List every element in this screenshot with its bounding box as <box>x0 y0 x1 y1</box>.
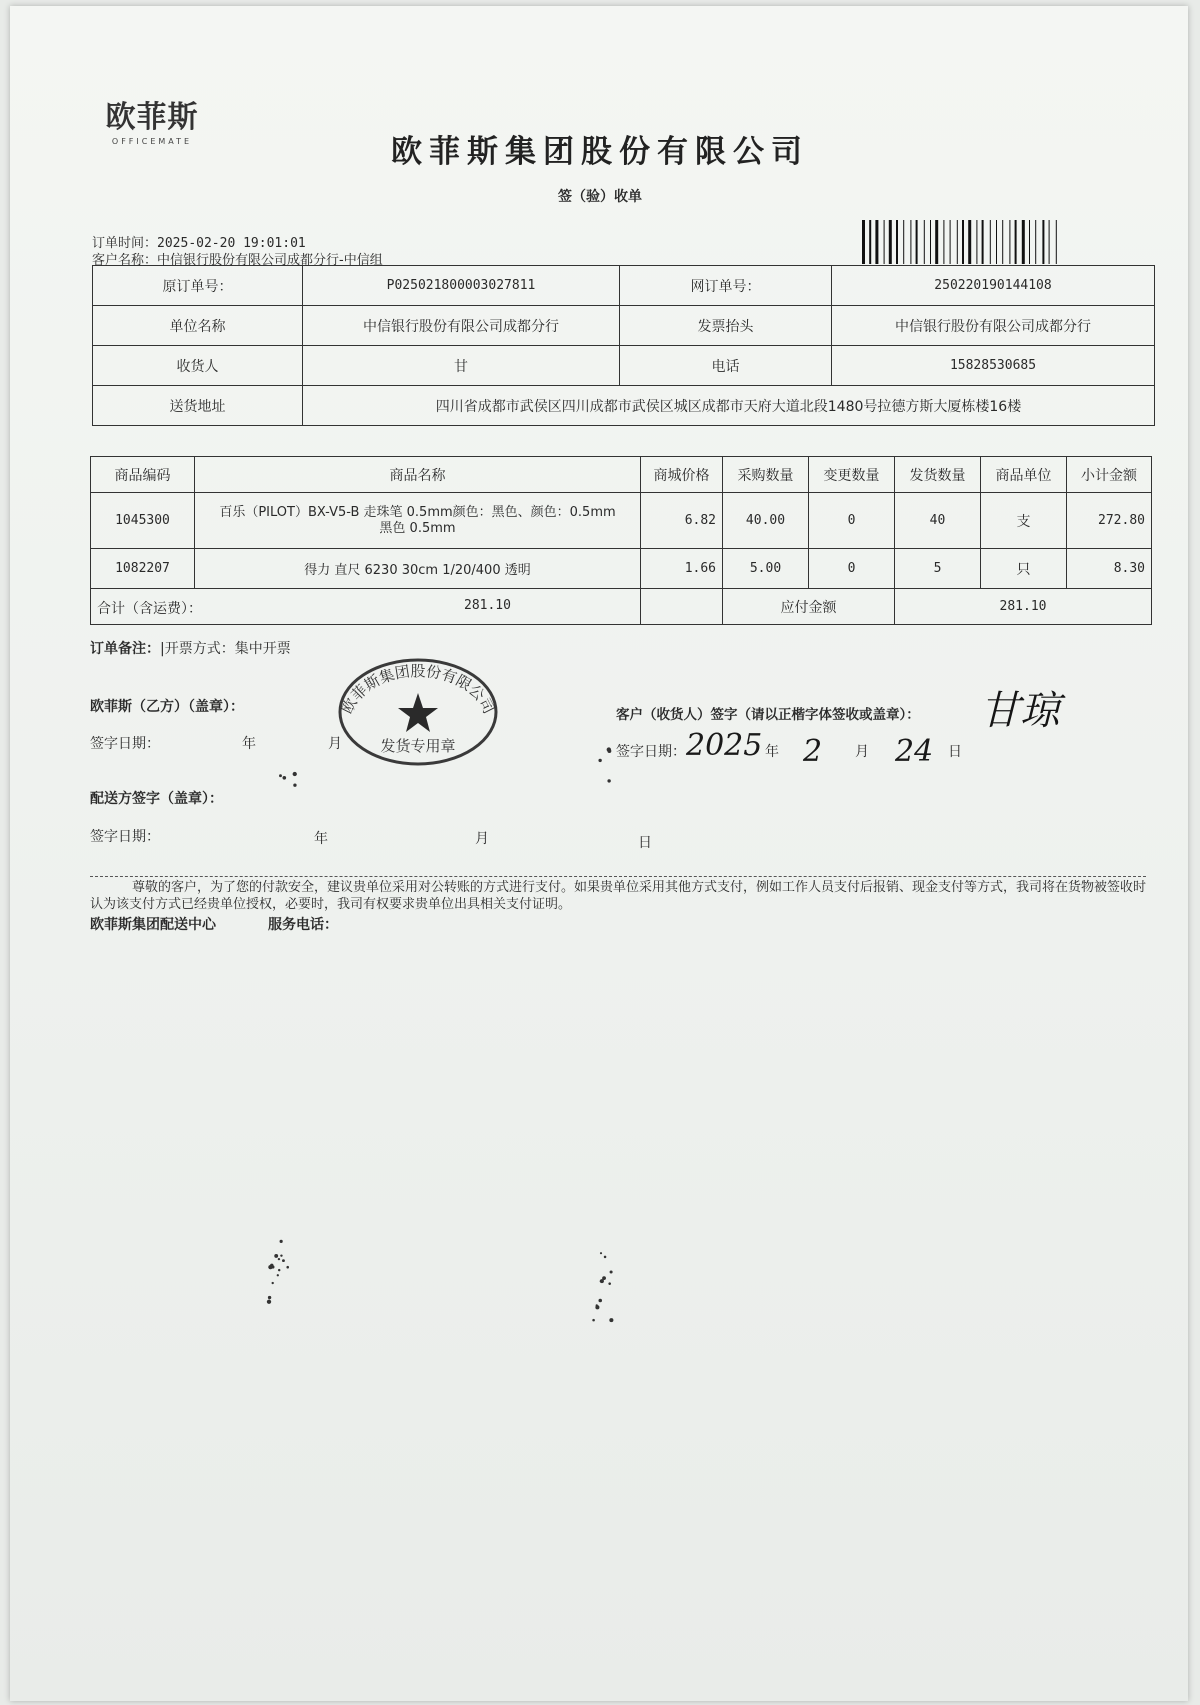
barcode-bar <box>884 220 885 264</box>
customer-signature <box>978 678 1070 740</box>
item-shipped: 5 <box>895 549 981 589</box>
items-table <box>90 456 1152 625</box>
item-change: 0 <box>809 493 895 549</box>
barcode-bar <box>976 220 977 264</box>
scan-speck <box>607 747 611 751</box>
web-order-value: 250220190144108 <box>832 266 1155 306</box>
sign-date-2-month: 月 <box>855 744 869 760</box>
seal-star <box>398 693 438 732</box>
scan-speck <box>280 1254 282 1256</box>
customer-name-value: 中信银行股份有限公司成都分行-中信组 <box>157 253 383 268</box>
address-label: 送货地址 <box>93 386 303 426</box>
customer-sign-label: 客户（收货人）签字（请以正楷字体签收或盖章）： <box>616 707 920 723</box>
sign-date-1-year: 年 <box>242 736 256 752</box>
barcode-bar <box>1029 220 1030 264</box>
payable-value: 281.10 <box>895 589 1152 625</box>
scan-speck <box>607 749 611 753</box>
customer-name-label: 客户名称： <box>92 253 158 268</box>
sign-date-2-day-value: 24 <box>895 734 934 769</box>
scan-speck <box>274 1254 278 1258</box>
scan-speck <box>595 1305 599 1309</box>
total-spacer <box>641 589 723 625</box>
order-time-value: 2025-02-20 19:01:01 <box>157 236 306 251</box>
scan-speck <box>600 1280 603 1283</box>
item-unit: 支 <box>981 493 1067 549</box>
col-header-subtotal: 小计金额 <box>1067 457 1152 493</box>
receiver-value: 甘 <box>303 346 620 386</box>
logo-english: OFFICEMATE <box>111 137 193 146</box>
orig-order-label: 原订单号： <box>93 266 303 306</box>
scan-speck <box>598 1299 602 1303</box>
barcode-bar <box>896 220 898 264</box>
sign-date-3-year: 年 <box>314 831 328 847</box>
item-name <box>195 549 641 589</box>
barcode-bar <box>1002 220 1003 264</box>
scan-speck <box>609 1318 613 1322</box>
phone-label: 电话 <box>620 346 832 386</box>
barcode-bar <box>1035 220 1036 264</box>
barcode-bar <box>862 220 865 264</box>
scan-speck <box>280 1240 283 1243</box>
item-name-line2: 黑色 0.5mm <box>379 520 456 536</box>
barcode-bar <box>1049 220 1050 264</box>
scan-speck <box>279 774 282 777</box>
col-header-price: 商城价格 <box>641 457 723 493</box>
item-subtotal: 8.30 <box>1067 549 1152 589</box>
items-header-row <box>91 457 1152 493</box>
sign-date-2-month-value: 2 <box>803 734 823 769</box>
sign-date-3-month: 月 <box>475 831 489 847</box>
barcode-bar <box>962 220 964 264</box>
barcode-bar <box>924 220 925 264</box>
barcode-bar <box>943 220 944 264</box>
scan-speck <box>270 1264 273 1267</box>
company-seal <box>335 656 500 768</box>
invoice-label: 发票抬头 <box>620 306 832 346</box>
scan-speck <box>278 1258 280 1260</box>
remark-value: |开票方式：集中开票 <box>160 641 291 657</box>
order-time-label: 订单时间： <box>92 236 158 251</box>
barcode-bar <box>990 220 991 264</box>
invoice-value: 中信银行股份有限公司成都分行 <box>832 306 1155 346</box>
company-title: 欧菲斯集团股份有限公司 <box>391 134 809 170</box>
scan-speck <box>268 1265 272 1269</box>
sign-date-2-day: 日 <box>948 744 962 760</box>
document-subtitle: 签（验）收单 <box>558 189 642 205</box>
receiver-label: 收货人 <box>93 346 303 386</box>
seal-inner-text: 发货专用章 <box>380 737 456 755</box>
scan-speck <box>293 784 296 787</box>
scan-speck <box>286 1266 289 1269</box>
web-order-label: 网订单号： <box>620 266 832 306</box>
barcode-bar <box>889 220 892 264</box>
barcode-bar <box>1056 220 1057 264</box>
scan-speck <box>267 1300 271 1304</box>
total-label: 合计（含运费）： <box>97 601 202 617</box>
company-logo <box>97 92 207 146</box>
item-name <box>195 493 641 549</box>
barcode-bar <box>957 220 958 264</box>
sign-date-2-year-value: 2025 <box>686 728 763 763</box>
scan-speck <box>598 759 601 762</box>
scan-speck <box>277 1274 279 1276</box>
sign-date-3-day: 日 <box>638 835 652 851</box>
table-row <box>91 549 1152 589</box>
barcode-bar <box>950 220 951 264</box>
total-row <box>91 589 1152 625</box>
payment-notice: 尊敬的客户，为了您的付款安全，建议贵单位采用对公转账的方式进行支付。如果贵单位采用其他方式支付，例如工作人员支付后报销、现金支付等方式，我司将在货物被签收时认为该支付方式已经贵单位授权，必要时，我司有权要求贵单位出具相关支付证明。 <box>90 880 1147 912</box>
scan-speck <box>596 1304 598 1306</box>
seal-outer-textpath: 欧菲斯集团股份有限公司 <box>338 662 498 717</box>
total-value: 281.10 <box>464 598 511 613</box>
dashed-divider <box>90 876 1146 877</box>
barcode-bar <box>1022 220 1025 264</box>
col-header-shipped: 发货数量 <box>895 457 981 493</box>
scan-speck <box>607 779 610 782</box>
scan-speck <box>604 1256 607 1259</box>
orig-order-value: P025021800003027811 <box>303 266 620 306</box>
col-header-change: 变更数量 <box>809 457 895 493</box>
scan-speck <box>278 1269 280 1271</box>
barcode-bar <box>910 220 911 264</box>
logo-chinese: 欧菲斯 <box>105 100 199 135</box>
scan-speck <box>610 1270 613 1273</box>
signature-text: 甘琼 <box>980 688 1060 734</box>
sign-date-1-label: 签字日期： <box>90 736 160 752</box>
scan-speck <box>600 1252 602 1254</box>
address-value: 四川省成都市武侯区四川成都市武侯区城区成都市天府大道北段1480号拉德方斯大厦栋楼16楼 <box>303 386 1155 426</box>
scan-speck <box>271 1265 274 1268</box>
item-name-line1: 百乐（PILOT）BX-V5-B 走珠笔 0.5mm颜色：黑色、颜色：0.5mm <box>219 504 616 520</box>
sign-date-2-year: 年 <box>765 744 779 760</box>
order-info-table <box>92 265 1155 426</box>
item-qty: 40.00 <box>723 493 809 549</box>
delivery-sign-label: 配送方签字（盖章）： <box>90 791 223 807</box>
item-change: 0 <box>809 549 895 589</box>
barcode-bar <box>982 220 984 264</box>
sign-date-2-label: 签字日期： <box>616 744 686 760</box>
scan-speck <box>592 1319 595 1322</box>
total-cell <box>91 589 641 625</box>
barcode-bar <box>869 220 871 264</box>
scan-speck <box>272 1282 274 1284</box>
col-header-code: 商品编码 <box>91 457 195 493</box>
col-header-name: 商品名称 <box>195 457 641 493</box>
unit-value: 中信银行股份有限公司成都分行 <box>303 306 620 346</box>
sign-date-3-label: 签字日期： <box>90 829 160 845</box>
item-code: 1082207 <box>91 549 195 589</box>
item-price: 1.66 <box>641 549 723 589</box>
barcode <box>862 220 1156 264</box>
scan-speck <box>293 772 297 776</box>
scan-speck <box>268 1296 271 1299</box>
scan-speck <box>600 1279 604 1283</box>
scan-speck <box>282 1259 285 1262</box>
col-header-qty: 采购数量 <box>723 457 809 493</box>
scan-speck <box>282 776 286 780</box>
party-b-label: 欧菲斯（乙方）（盖章）： <box>90 699 244 715</box>
footer-service-phone: 服务电话： <box>268 917 338 933</box>
footer-center: 欧菲斯集团配送中心 <box>90 917 216 933</box>
barcode-bar <box>1009 220 1010 264</box>
table-row <box>91 493 1152 549</box>
barcode-bar <box>996 220 997 264</box>
payable-label: 应付金额 <box>723 589 895 625</box>
item-shipped: 40 <box>895 493 981 549</box>
col-header-unit: 商品单位 <box>981 457 1067 493</box>
item-price: 6.82 <box>641 493 723 549</box>
sign-date-1-month: 月 <box>328 736 342 752</box>
barcode-bar <box>916 220 918 264</box>
barcode-bar <box>1015 220 1017 264</box>
item-name-line1: 得力 直尺 6230 30cm 1/20/400 透明 <box>304 563 531 578</box>
barcode-bar <box>875 220 878 264</box>
barcode-bar <box>903 220 904 264</box>
item-subtotal: 272.80 <box>1067 493 1152 549</box>
barcode-bar <box>1042 220 1044 264</box>
remark-label: 订单备注： <box>90 641 160 657</box>
order-remark <box>90 638 291 658</box>
item-qty: 5.00 <box>723 549 809 589</box>
receipt-page <box>10 6 1188 1701</box>
phone-value: 15828530685 <box>832 346 1155 386</box>
scan-speck <box>602 1276 606 1280</box>
barcode-bar <box>930 220 931 264</box>
scan-speck <box>608 1282 611 1285</box>
unit-label: 单位名称 <box>93 306 303 346</box>
item-unit: 只 <box>981 549 1067 589</box>
barcode-bar <box>968 220 971 264</box>
barcode-bar <box>935 220 938 264</box>
item-code: 1045300 <box>91 493 195 549</box>
